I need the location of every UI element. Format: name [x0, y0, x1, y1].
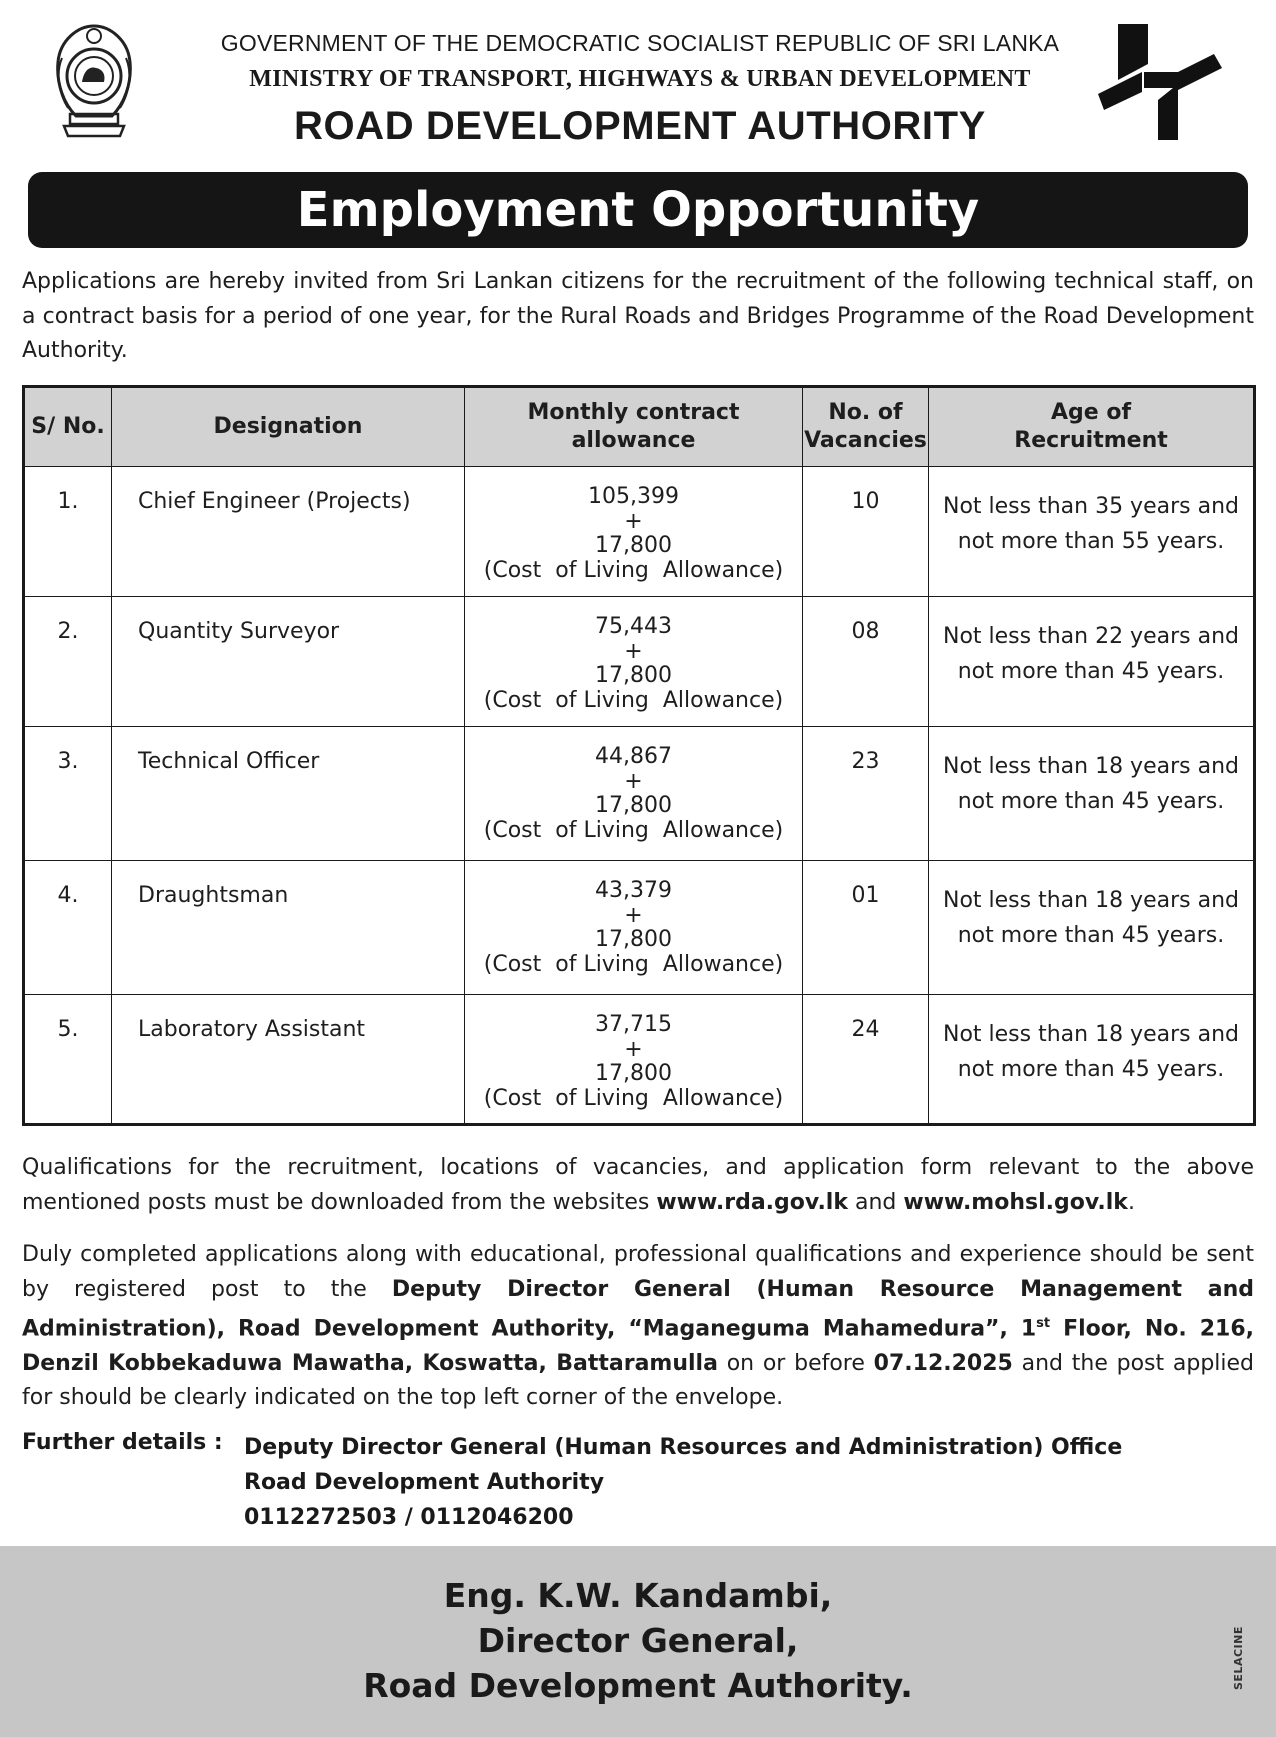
header-age: [929, 387, 1255, 467]
row-vacancies: 10: [803, 467, 929, 597]
row-sn: 4.: [24, 861, 112, 995]
row-age: [929, 727, 1255, 861]
row-allowance: [465, 727, 803, 861]
authority-title: ROAD DEVELOPMENT AUTHORITY: [294, 104, 986, 148]
signatory-org: Road Development Authority.: [363, 1666, 913, 1705]
allowance-col-note: (Cost of Living Allowance): [483, 951, 784, 977]
allowance-plus: +: [624, 902, 643, 928]
age-line2: not more than 45 years.: [957, 659, 1225, 684]
further-details-label: Further details :: [22, 1430, 223, 1455]
table-row: [24, 727, 1255, 861]
table-header-row: [24, 387, 1255, 467]
row-age: [929, 861, 1255, 995]
table-row: [24, 995, 1255, 1125]
age-line2: not more than 45 years.: [957, 1057, 1225, 1082]
agency-credit: SELACINE: [1232, 1626, 1245, 1690]
age-line2: not more than 45 years.: [957, 923, 1225, 948]
allowance-base: 75,443: [595, 614, 672, 639]
submission-superscript: st: [1036, 1316, 1051, 1331]
row-vacancies: 08: [803, 597, 929, 727]
age-line2: not more than 45 years.: [957, 789, 1225, 814]
row-vacancies: 23: [803, 727, 929, 861]
row-designation: Chief Engineer (Projects): [112, 467, 465, 597]
row-designation: Draughtsman: [112, 861, 465, 995]
signature-block: [0, 1573, 1276, 1708]
allowance-col: 17,800: [595, 793, 672, 818]
closing-date: 07.12.2025: [873, 1350, 1013, 1376]
header-allowance-line1: Monthly contract: [527, 400, 740, 425]
row-age: [929, 467, 1255, 597]
government-line: GOVERNMENT OF THE DEMOCRATIC SOCIALIST REPUBLIC OF SRI LANKA: [220, 30, 1060, 56]
allowance-col: 17,800: [595, 663, 672, 688]
signatory-name: Eng. K.W. Kandambi,: [443, 1576, 833, 1615]
age-line1: Not less than 22 years and: [942, 624, 1239, 649]
vacancies-table: [22, 385, 1256, 1126]
row-designation: Laboratory Assistant: [112, 995, 465, 1125]
qualifications-end: .: [1127, 1189, 1135, 1215]
age-line1: Not less than 18 years and: [942, 888, 1239, 913]
row-allowance: [465, 861, 803, 995]
mohsl-website-link[interactable]: www.mohsl.gov.lk: [903, 1189, 1128, 1215]
rda-website-link[interactable]: www.rda.gov.lk: [656, 1189, 848, 1215]
age-line1: Not less than 18 years and: [942, 1022, 1239, 1047]
qualifications-paragraph: [22, 1151, 1254, 1220]
allowance-col-note: (Cost of Living Allowance): [483, 1085, 784, 1111]
age-line2: not more than 55 years.: [957, 529, 1225, 554]
header-vacancies-line1: No. of: [828, 400, 903, 425]
allowance-col-note: (Cost of Living Allowance): [483, 817, 784, 843]
row-sn: 3.: [24, 727, 112, 861]
intro-paragraph: Applications are hereby invited from Sri Lankan citizens for the recruitment of the following technical staff, on a contract basis for a period of one year, for the Rural Roads and Bridges Programme of the Road Development Authority.: [22, 269, 1254, 363]
header-vacancies-line2: Vacancies: [804, 428, 927, 453]
allowance-col-note: (Cost of Living Allowance): [483, 557, 784, 583]
header-age-line1: Age of: [1050, 400, 1132, 425]
header-designation: Designation: [112, 387, 465, 467]
header-vacancies: [803, 387, 929, 467]
allowance-col-note: (Cost of Living Allowance): [483, 687, 784, 713]
submission-text-1: Duly completed applications along with educational, professional qualifications and experience should be sent by registered post to the: [22, 1242, 1254, 1302]
header-sn: S/ No.: [24, 387, 112, 467]
sri-lanka-emblem-icon: [50, 22, 138, 142]
allowance-col: 17,800: [595, 533, 672, 558]
table-row: [24, 597, 1255, 727]
allowance-base: 105,399: [588, 484, 679, 509]
row-allowance: [465, 597, 803, 727]
header-allowance: [465, 387, 803, 467]
header-allowance-line2: allowance: [571, 428, 696, 453]
qualifications-and: and: [847, 1189, 904, 1215]
table-row: [24, 861, 1255, 995]
row-sn: 5.: [24, 995, 112, 1125]
submission-paragraph: [22, 1238, 1254, 1416]
allowance-base: 43,379: [595, 878, 672, 903]
allowance-plus: +: [624, 1036, 643, 1062]
row-vacancies: 24: [803, 995, 929, 1125]
row-sn: 1.: [24, 467, 112, 597]
employment-banner: Employment Opportunity: [28, 172, 1248, 248]
header-age-line2: Recruitment: [1014, 428, 1168, 453]
allowance-col: 17,800: [595, 1061, 672, 1086]
row-vacancies: 01: [803, 861, 929, 995]
row-allowance: [465, 995, 803, 1125]
further-details-block: [244, 1430, 1122, 1535]
row-designation: Quantity Surveyor: [112, 597, 465, 727]
further-details-office: Deputy Director General (Human Resources and Administration) Office: [244, 1435, 1123, 1460]
allowance-plus: +: [624, 638, 643, 664]
submission-address-1: Deputy Director General (Human Resource Management and Administration), Road Development Authority, “Maganeguma Mahamedura”, 1: [22, 1276, 1254, 1342]
row-age: [929, 597, 1255, 727]
signatory-title: Director General,: [477, 1621, 799, 1660]
row-designation: Technical Officer: [112, 727, 465, 861]
table-row: [24, 467, 1255, 597]
allowance-col: 17,800: [595, 927, 672, 952]
age-line1: Not less than 35 years and: [942, 494, 1239, 519]
allowance-plus: +: [624, 768, 643, 794]
row-allowance: [465, 467, 803, 597]
row-age: [929, 995, 1255, 1125]
age-line1: Not less than 18 years and: [942, 754, 1239, 779]
qualifications-text: Qualifications for the recruitment, locations of vacancies, and application form relevant to the above mentioned posts must be downloaded from the websites: [22, 1155, 1254, 1215]
ministry-line: MINISTRY OF TRANSPORT, HIGHWAYS & URBAN DEVELOPMENT: [249, 66, 1031, 92]
row-sn: 2.: [24, 597, 112, 727]
further-details-phone: 0112272503 / 0112046200: [244, 1505, 574, 1530]
submission-text-2: on or before: [717, 1350, 874, 1376]
allowance-base: 37,715: [595, 1012, 672, 1037]
submission-address-2: Floor, No. 216, Denzil Kobbekaduwa Mawatha, Koswatta, Battaramulla: [22, 1316, 1254, 1376]
allowance-base: 44,867: [595, 744, 672, 769]
further-details-org: Road Development Authority: [244, 1470, 605, 1495]
submission-text-3: and the post applied for should be clearly indicated on the top left corner of the envelope.: [22, 1350, 1255, 1411]
allowance-plus: +: [624, 508, 643, 534]
